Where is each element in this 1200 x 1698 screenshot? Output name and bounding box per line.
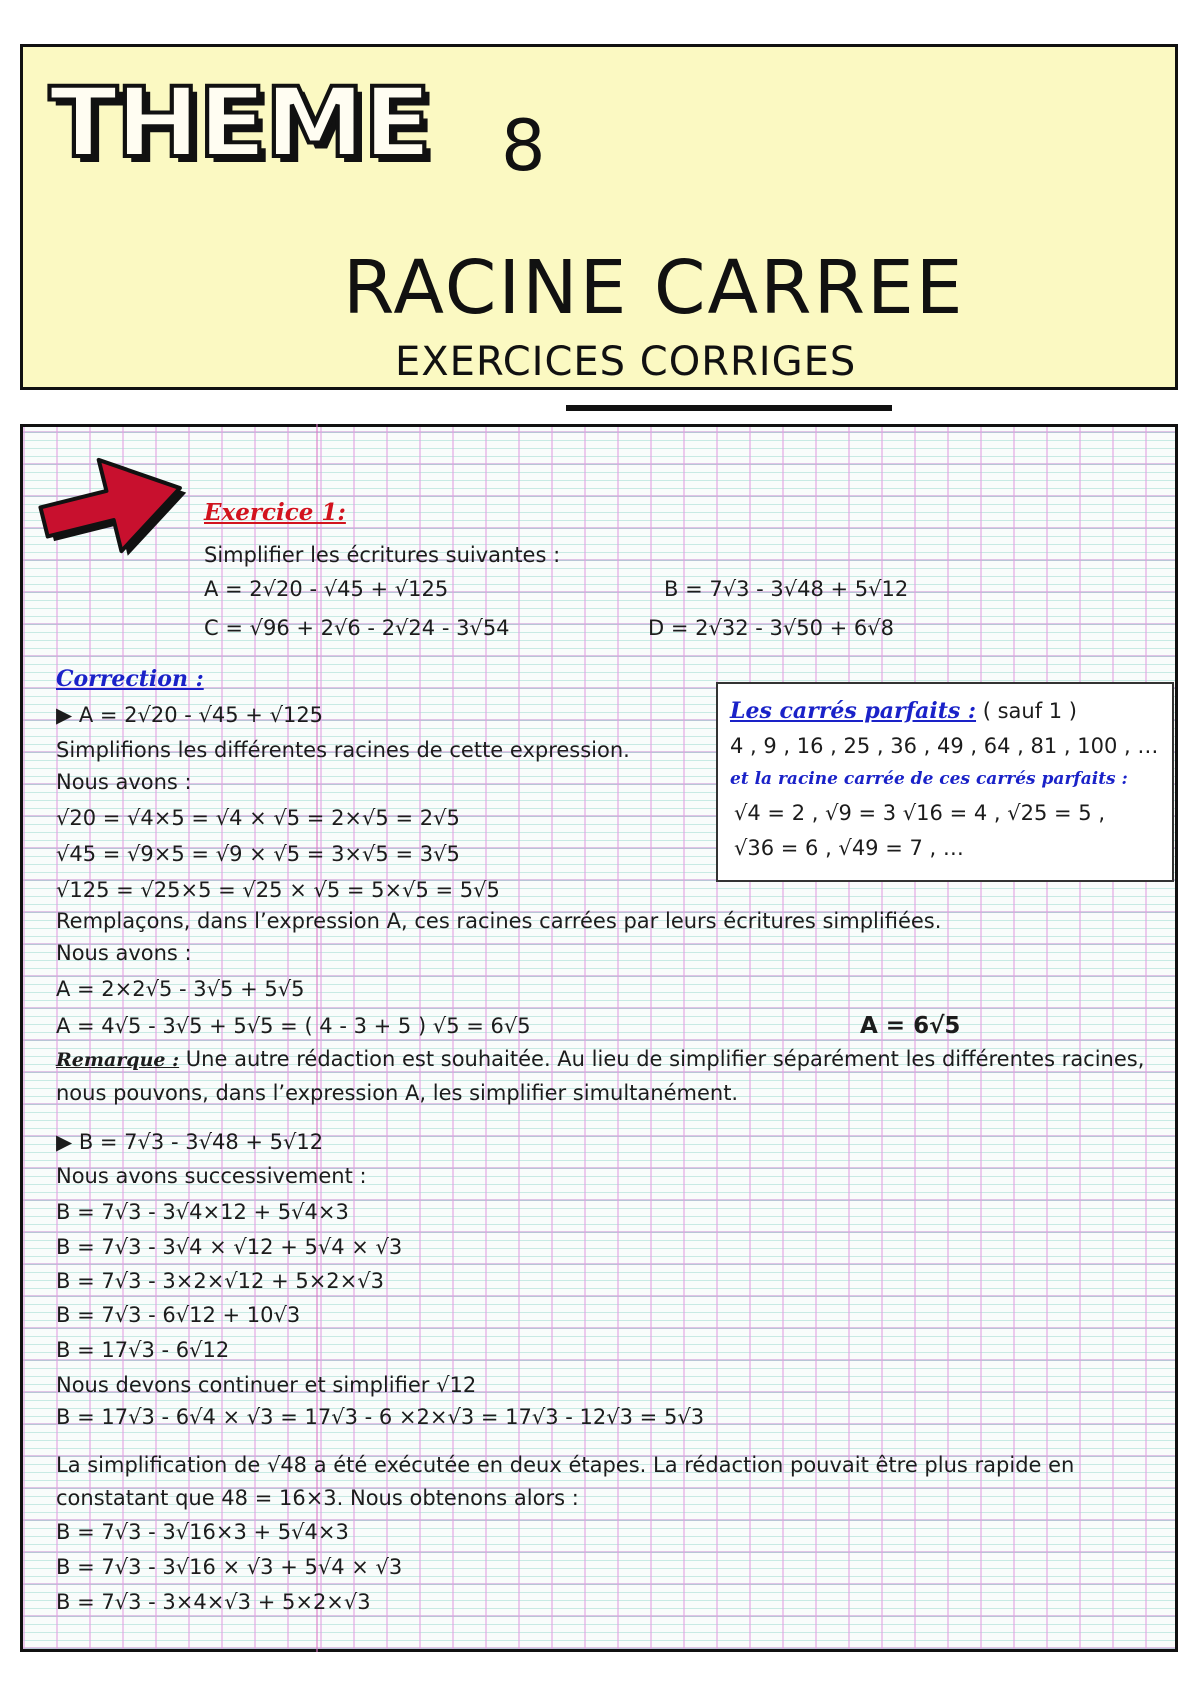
part-a-line-2: A = 4√5 - 3√5 + 5√5 = ( 4 - 3 + 5 ) √5 = 6√5 [56, 1014, 531, 1038]
right-arrow-icon [32, 440, 192, 570]
expr-a: A = 2√20 - √45 + √125 [204, 577, 449, 601]
squares-title: Les carrés parfaits : [730, 698, 977, 724]
part-a-result: A = 6√5 [860, 1013, 961, 1039]
part-a-step-20: √20 = √4×5 = √4 × √5 = 2×√5 = 2√5 [56, 806, 460, 830]
part-a-intro: Simplifions les différentes racines de cette expression. [56, 738, 630, 762]
part-b-line-8: B = 7√3 - 3√16 × √3 + 5√4 × √3 [56, 1555, 403, 1579]
theme-word: THEME [49, 67, 430, 179]
part-b-line-9: B = 7√3 - 3×4×√3 + 5×2×√3 [56, 1590, 371, 1614]
part-a-remark [56, 1046, 1144, 1073]
part-a-step-125: √125 = √25×5 = √25 × √5 = 5×√5 = 5√5 [56, 878, 500, 902]
part-b-note-2: constatant que 48 = 16×3. Nous obtenons alors : [56, 1486, 579, 1510]
correction-title: Correction : [56, 666, 204, 692]
part-a-line-1: A = 2×2√5 - 3√5 + 5√5 [56, 977, 305, 1001]
part-a-nous-avons-2: Nous avons : [56, 941, 192, 965]
part-b-line-5: B = 17√3 - 6√12 [56, 1338, 230, 1362]
squares-title-note: ( sauf 1 ) [982, 699, 1078, 723]
page-title: RACINE CARREE [343, 245, 965, 331]
header-banner [20, 44, 1178, 390]
part-a-heading: ▶ A = 2√20 - √45 + √125 [56, 703, 324, 727]
part-b-line-1: B = 7√3 - 3√4×12 + 5√4×3 [56, 1200, 349, 1224]
remark-label: Remarque : [56, 1049, 180, 1071]
part-b-successive: Nous avons successivement : [56, 1164, 367, 1188]
part-b-line-4: B = 7√3 - 6√12 + 10√3 [56, 1303, 301, 1327]
part-b-line-6: B = 17√3 - 6√4 × √3 = 17√3 - 6 ×2×√3 = 17√3 - 12√3 = 5√3 [56, 1405, 705, 1429]
part-a-remark-2: nous pouvons, dans l’expression A, les simplifier simultanément. [56, 1081, 739, 1105]
part-b-line-3: B = 7√3 - 3×2×√12 + 5×2×√3 [56, 1269, 385, 1293]
part-b-continue: Nous devons continuer et simplifier √12 [56, 1373, 477, 1397]
exercise-title: Exercice 1: [204, 499, 346, 526]
page-subtitle: EXERCICES CORRIGES [395, 339, 857, 385]
squares-subtitle: et la racine carrée de ces carrés parfaits : [730, 769, 1128, 789]
part-a-nous-avons-1: Nous avons : [56, 770, 192, 794]
separator-line [566, 405, 892, 411]
part-a-step-45: √45 = √9×5 = √9 × √5 = 3×√5 = 3√5 [56, 842, 460, 866]
squares-title-line [730, 698, 1077, 724]
expr-d: D = 2√32 - 3√50 + 6√8 [648, 616, 895, 640]
exercise-instruction: Simplifier les écritures suivantes : [204, 543, 561, 567]
squares-roots-1: √4 = 2 , √9 = 3 √16 = 4 , √25 = 5 , [734, 801, 1105, 825]
squares-roots-2: √36 = 6 , √49 = 7 , … [734, 836, 964, 860]
theme-number: 8 [501, 105, 546, 187]
part-b-heading: ▶ B = 7√3 - 3√48 + 5√12 [56, 1130, 324, 1154]
part-b-note-1: La simplification de √48 a été exécutée en deux étapes. La rédaction pouvait être plus rapide en [56, 1453, 1075, 1477]
part-a-replace: Remplaçons, dans l’expression A, ces racines carrées par leurs écritures simplifiées. [56, 909, 942, 933]
squares-list: 4 , 9 , 16 , 25 , 36 , 49 , 64 , 81 , 100 , … [730, 734, 1159, 758]
remark-text: Une autre rédaction est souhaitée. Au lieu de simplifier séparément les différentes racines, [179, 1047, 1145, 1071]
part-b-line-7: B = 7√3 - 3√16×3 + 5√4×3 [56, 1520, 349, 1544]
part-b-line-2: B = 7√3 - 3√4 × √12 + 5√4 × √3 [56, 1235, 403, 1259]
expr-c: C = √96 + 2√6 - 2√24 - 3√54 [204, 616, 510, 640]
expr-b: B = 7√3 - 3√48 + 5√12 [664, 577, 909, 601]
